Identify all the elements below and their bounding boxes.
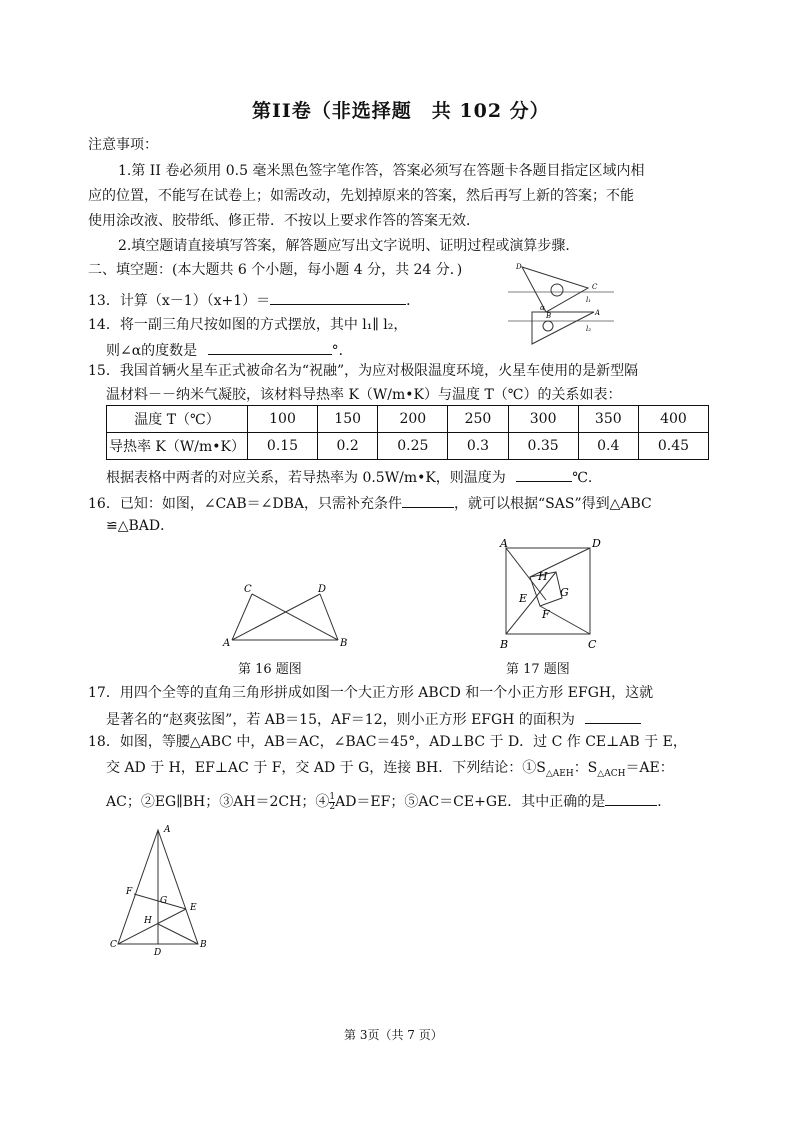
fig17-label-D: D: [592, 537, 601, 550]
fig14-label-l2: l₂: [586, 325, 592, 333]
table-cell: 100: [248, 406, 318, 433]
fig18-label-C: C: [110, 940, 117, 950]
fig16-segment-DA: [232, 594, 320, 640]
q18-line1: 18．如图，等腰△ABC 中，AB＝AC，∠BAC＝45°，AD⊥BC 于 D．过 C 作 CE⊥AB 于 E，: [88, 734, 687, 750]
figure-18-isosceles-triangle: [104, 822, 216, 958]
fig17-label-A: A: [500, 537, 508, 550]
question-15-after: [106, 466, 592, 488]
table-cell: 0.3: [448, 433, 508, 460]
fig17-label-C: C: [588, 638, 597, 651]
fig16-label-D: D: [318, 584, 327, 595]
q15-after-text: 根据表格中两者的对应关系，若导热率为 0.5W/m•K，则温度为: [106, 470, 506, 486]
table-cell: 0.35: [508, 433, 578, 460]
question-18-line2: [106, 758, 674, 784]
table-cell: 400: [638, 406, 708, 433]
figure-17-zhao-shuang-diagram: [496, 536, 606, 652]
table-header-temperature: 温度 T（℃）: [107, 406, 248, 433]
fig18-label-H: H: [144, 916, 152, 926]
table-cell: 150: [317, 406, 377, 433]
figure-17-caption: 第 17 题图: [506, 662, 570, 677]
section-heading: 二、填空题：(本大题共 6 个小题，每小题 4 分，共 24 分．): [88, 262, 463, 278]
triangle-ruler-upper: [522, 267, 588, 312]
q15-after-end: ℃.: [572, 470, 593, 486]
q16-line1a: 16．已知：如图，∠CAB＝∠DBA，只需补充条件: [88, 496, 403, 512]
table-cell: 0.2: [317, 433, 377, 460]
notice-paragraph-2: 2.填空题请直接填写答案，解答题应写出文字说明、证明过程或演算步骤．: [118, 238, 580, 254]
q13-answer-blank[interactable]: [270, 289, 406, 305]
q15-line2: 温材料－－纳米气凝胶，该材料导热率 K（W/m•K）与温度 T（℃）的关系如表：: [106, 387, 622, 403]
fig18-label-A: A: [164, 825, 171, 835]
q17-answer-blank[interactable]: [585, 708, 641, 724]
table-header-conductivity: 导热率 K（W/m•K）: [107, 433, 248, 460]
fig17-square-ABCD: [506, 548, 590, 634]
question-17-line2: [106, 708, 641, 730]
q13-end: ．: [406, 293, 421, 309]
q15-answer-blank[interactable]: [516, 466, 572, 482]
fig14-label-A: A: [595, 309, 601, 317]
q14-line2-text: 则∠α的度数是: [106, 343, 198, 359]
table-cell: 0.25: [378, 433, 448, 460]
q16-answer-blank[interactable]: [402, 492, 454, 508]
q18-line2b: ：S: [573, 760, 598, 776]
q16-line2: ≌△BAD．: [106, 518, 175, 534]
question-16-line1: [88, 492, 652, 514]
fig17-label-F: F: [542, 608, 550, 621]
ruler-hole-upper: [551, 284, 563, 296]
q18-line2a: 交 AD 于 H，EF⊥AC 于 F，交 AD 于 G，连接 BH．下列结论：①S: [106, 760, 546, 776]
q15-line1: 15．我国首辆火星车正式被命名为“祝融”，为应对极限温度环境，火星车使用的是新型隔: [88, 363, 639, 379]
q14-answer-blank[interactable]: [208, 339, 332, 355]
q18-line3c: ．: [657, 794, 672, 810]
notice-heading: 注意事项：: [88, 137, 158, 153]
fig17-label-B: B: [500, 638, 509, 651]
figure-16-caption: 第 16 题图: [238, 662, 302, 677]
fig17-label-E: E: [519, 592, 528, 605]
table-cell: 0.15: [248, 433, 318, 460]
q18-line3a: AC；②EG∥BH；③AH＝2CH；④: [106, 794, 330, 810]
table-cell: 200: [378, 406, 448, 433]
fig16-segment-AC: [232, 594, 252, 640]
fraction-denominator: 2: [329, 801, 336, 812]
notice-paragraph-1a: 1.第 II 卷必须用 0.5 毫米黑色签字笔作答，答案必须写在答题卡各题目指定区域内相: [118, 163, 645, 179]
fig14-label-D: D: [516, 263, 522, 271]
fig18-label-E: E: [190, 903, 197, 913]
fig16-label-B: B: [340, 638, 348, 649]
fig14-label-l1: l₁: [586, 296, 592, 304]
q18-line2c: ＝AE：: [625, 760, 674, 776]
fig18-label-F: F: [126, 887, 133, 897]
q18-subscript-2: △ACH: [597, 768, 626, 779]
table-cell: 350: [578, 406, 638, 433]
table-cell: 300: [508, 406, 578, 433]
table-cell: 250: [448, 406, 508, 433]
q18-answer-blank[interactable]: [605, 790, 657, 806]
table-cell: 0.4: [578, 433, 638, 460]
notice-paragraph-1b: 应的位置，不能写在试卷上；如需改动，先划掉原来的答案，然后再写上新的答案；不能: [88, 188, 634, 204]
figure-16-triangles: [222, 582, 352, 650]
page-title: 第II卷（非选择题 共 102 分）: [252, 100, 550, 122]
fig18-label-B: B: [200, 940, 207, 950]
fig18-label-G: G: [160, 896, 168, 906]
q14-end: °．: [331, 343, 353, 359]
q14-line1: 14．将一副三角尺按如图的方式摆放，其中 l₁∥ l₂，: [88, 317, 408, 333]
table-cell: 0.45: [638, 433, 708, 460]
q17-line2-text: 是著名的“赵爽弦图”，若 AB＝15，AF＝12，则小正方形 EFGH 的面积为: [106, 712, 575, 728]
question-13: [88, 289, 420, 311]
fig16-label-C: C: [244, 584, 252, 595]
fig16-segment-CB: [252, 594, 338, 640]
figure-14-triangle-rulers: [508, 258, 614, 348]
question-18-line3: [106, 790, 671, 812]
fig14-label-B: B: [546, 312, 552, 320]
notice-paragraph-1c: 使用涂改液、胶带纸、修正带．不按以上要求作答的答案无效．: [88, 213, 480, 229]
question-14-line2: [106, 339, 353, 361]
table-row-temperature: [107, 406, 709, 433]
fig14-label-C: C: [592, 283, 598, 291]
fig14-label-alpha: α: [540, 304, 545, 312]
fig16-segment-BD: [320, 594, 338, 640]
fig18-label-D: D: [154, 948, 162, 958]
q16-line1b: ，就可以根据“SAS”得到△ABC: [454, 496, 652, 512]
fig17-label-H: H: [538, 570, 548, 583]
q18-subscript-1: △AEH: [545, 768, 574, 779]
q13-text: 13．计算（x－1）（x+1）＝: [88, 293, 271, 309]
ruler-hole-lower: [543, 321, 553, 331]
fig16-label-A: A: [223, 638, 231, 649]
table-row-conductivity: [107, 433, 709, 460]
temperature-conductivity-table: [106, 405, 709, 460]
q18-line3b: AD＝EF；⑤AC＝CE+GE．其中正确的是: [335, 794, 606, 810]
triangle-ruler-lower: [532, 312, 594, 344]
fraction-numerator: 1: [329, 791, 336, 802]
fig17-label-G: G: [560, 586, 569, 599]
q17-line1: 17．用四个全等的直角三角形拼成如图一个大正方形 ABCD 和一个小正方形 EFGH，这就: [88, 685, 654, 701]
page-footer: 第 3页（共 7 页）: [344, 1028, 443, 1042]
